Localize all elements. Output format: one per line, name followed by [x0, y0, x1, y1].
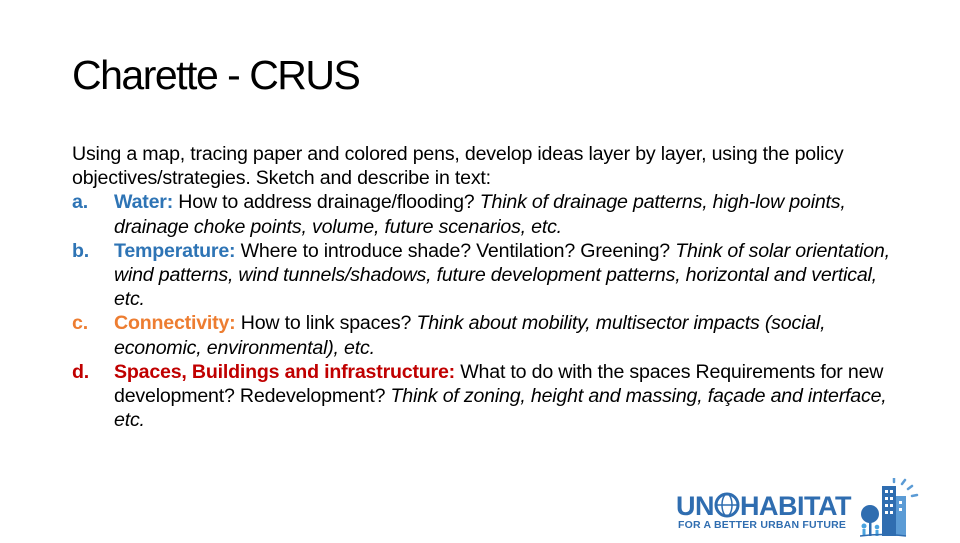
item-question: Where to introduce shade? Ventilation? Greening?: [235, 239, 676, 262]
item-question: How to link spaces?: [235, 312, 417, 335]
item-question: What to do with the spaces Requirements for new development? Redevelopment?: [114, 360, 884, 408]
task-item-spaces: [72, 360, 892, 433]
task-item-water: [72, 190, 892, 238]
item-heading: Water:: [114, 191, 174, 214]
task-item-connectivity: [72, 311, 892, 359]
logo-un-text: UN: [676, 491, 714, 521]
item-think: Think about mobility, multisector impacts (social, economic, environmental), etc.: [114, 312, 826, 359]
item-heading: Temperature:: [114, 239, 236, 262]
list-marker: d.: [72, 360, 90, 383]
item-heading: Spaces, Buildings and infrastructure:: [114, 360, 456, 383]
slide-title: Charette - CRUS: [72, 52, 360, 98]
list-marker: c.: [72, 312, 88, 335]
item-think: Think of zoning, height and massing, façade and interface, etc.: [114, 385, 887, 432]
task-item-temperature: [72, 239, 892, 312]
footer-logos: [676, 478, 948, 538]
task-list: [72, 190, 892, 432]
item-think: Think of solar orientation, wind patterns, wind tunnels/shadows, future development patterns, horizontal and vertical, etc.: [114, 239, 890, 311]
item-heading: Connectivity:: [114, 312, 236, 335]
logo-habitat-text: HABITAT: [740, 491, 851, 521]
item-question: How to address drainage/flooding?: [173, 191, 480, 214]
list-marker: a.: [72, 191, 88, 214]
slide-body: [72, 142, 892, 432]
climate-resilience-logo: [860, 478, 948, 538]
un-habitat-tagline: FOR A BETTER URBAN FUTURE: [678, 519, 847, 531]
intro-text: Using a map, tracing paper and colored pens, develop ideas layer by layer, using the policy objectives/strategies. Sketch and describe in text:: [72, 143, 844, 190]
list-marker: b.: [72, 239, 90, 262]
item-think: Think of drainage patterns, high-low points, drainage choke points, volume, future scenarios, etc.: [114, 191, 846, 238]
